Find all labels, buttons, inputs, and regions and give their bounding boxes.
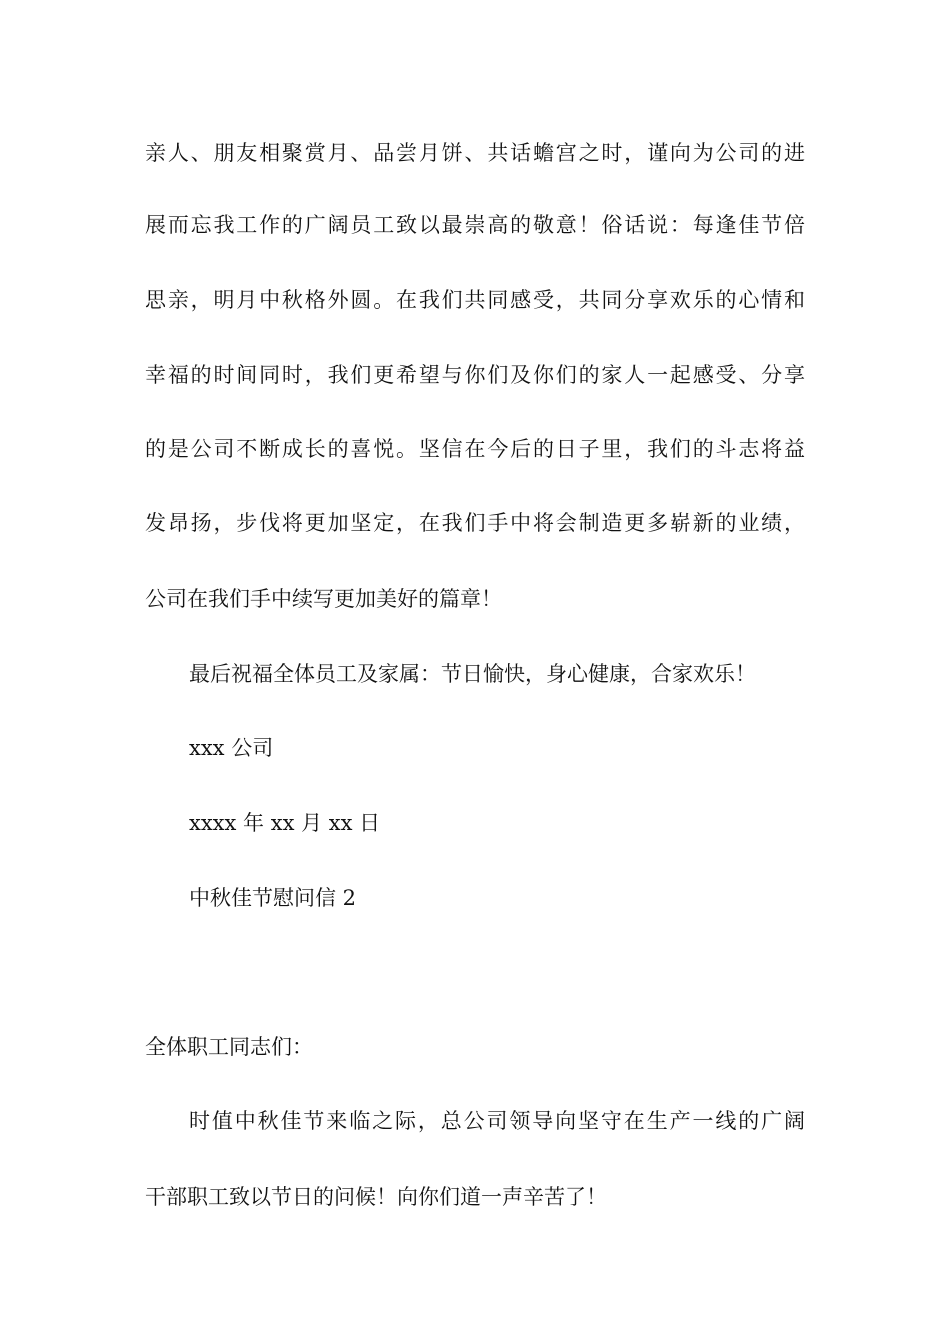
body-text-line: 亲人、朋友相聚赏月、品尝月饼、共话蟾宫之时，谨向为公司的进 xyxy=(145,141,805,165)
blessing-text: 最后祝福全体员工及家属：节日愉快，身心健康，合家欢乐！ xyxy=(189,662,756,686)
body-text-line: 干部职工致以节日的问候！向你们道一声辛苦了！ xyxy=(145,1185,607,1209)
body-text-line: 的是公司不断成长的喜悦。坚信在今后的日子里，我们的斗志将益 xyxy=(145,437,805,461)
signature-company: xxx 公司 xyxy=(189,736,274,760)
body-text-line: 展而忘我工作的广阔员工致以最崇高的敬意！俗话说：每逢佳节倍 xyxy=(145,213,805,237)
letter-title: 中秋佳节慰问信 2 xyxy=(189,886,357,910)
salutation: 全体职工同志们： xyxy=(145,1035,313,1059)
signature-date: xxxx 年 xx 月 xx 日 xyxy=(189,811,381,835)
body-text-line: 公司在我们手中续写更加美好的篇章！ xyxy=(145,587,502,611)
body-text-line: 发昂扬，步伐将更加坚定，在我们手中将会制造更多崭新的业绩， xyxy=(145,511,805,535)
body-text-line: 幸福的时间同时，我们更希望与你们及你们的家人一起感受、分享 xyxy=(145,363,805,387)
body-text-line: 思亲，明月中秋格外圆。在我们共同感受，共同分享欢乐的心情和 xyxy=(145,288,805,312)
body-text-line: 时值中秋佳节来临之际，总公司领导向坚守在生产一线的广阔 xyxy=(189,1109,805,1133)
